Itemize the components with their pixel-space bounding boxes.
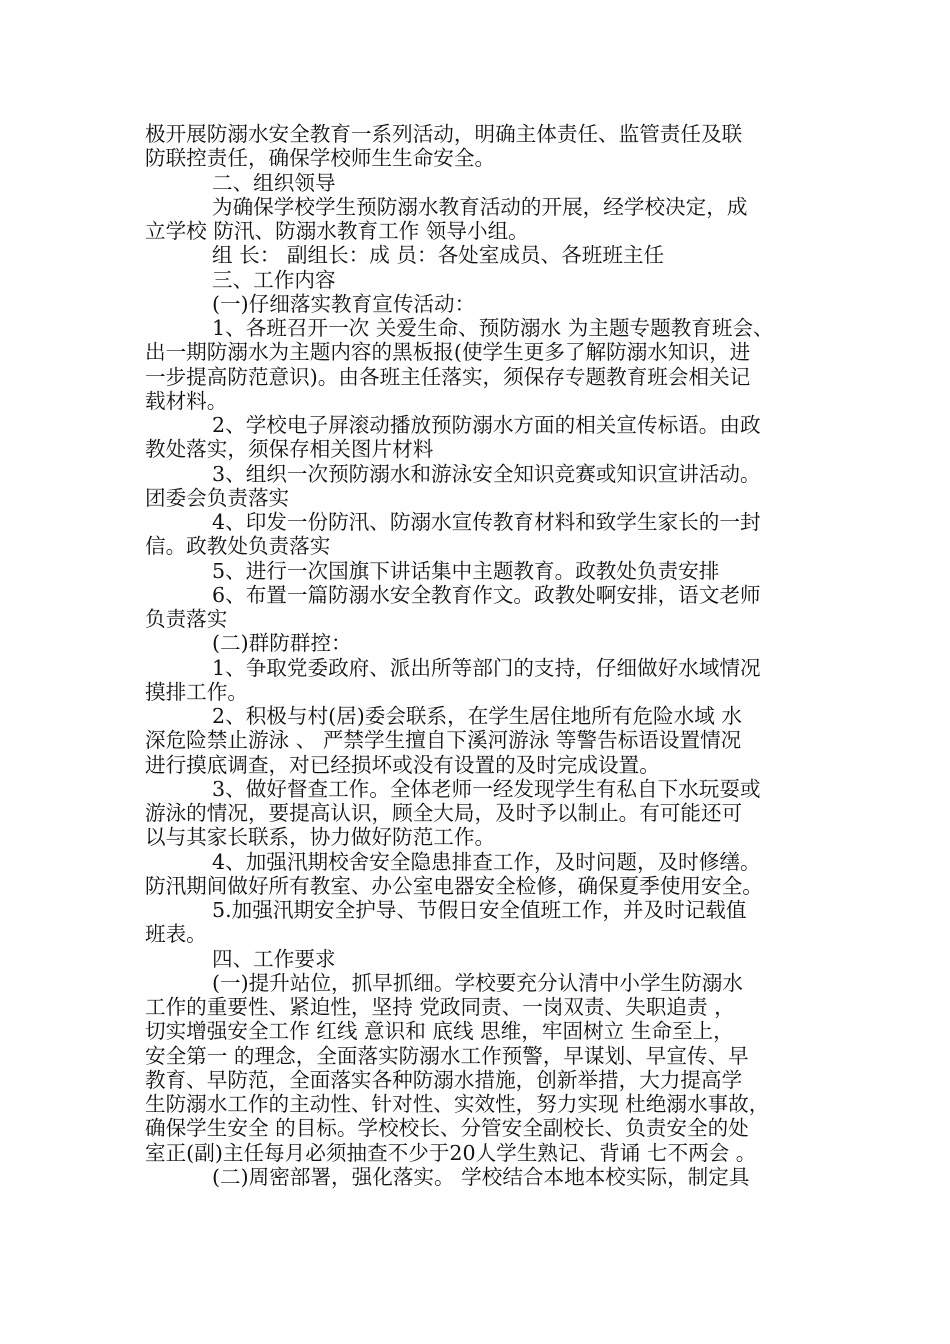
text-line: 进行摸底调查，对已经损坏或没有设置的及时完成设置。 <box>145 752 660 777</box>
text-line: 以与其家长联系，协力做好防范工作。 <box>145 825 496 850</box>
text-line: 二、组织领导 <box>212 170 336 195</box>
text-line: 1、各班召开一次 关爱生命、预防溺水 为主题专题教育班会、 <box>212 316 774 340</box>
text-line: (一)仔细落实教育宣传活动： <box>212 291 476 316</box>
text-line: 6、布置一篇防溺水安全教育作文。政教处啊安排，语文老师 <box>212 582 761 607</box>
text-line: 团委会负责落实 <box>145 485 290 510</box>
text-line: 3、做好督查工作。全体老师一经发现学生有私自下水玩耍或 <box>212 776 761 801</box>
text-line: 为确保学校学生预防溺水教育活动的开展，经学校决定，成 <box>212 194 748 219</box>
text-line: 确保学生安全 的目标。学校校长、分管安全副校长、负责安全的处 <box>145 1116 749 1141</box>
text-line: 班表。 <box>145 922 207 947</box>
text-line: 摸排工作。 <box>145 679 248 704</box>
text-line: 安全第一 的理念，全面落实防溺水工作预警，早谋划、早宣传、早 <box>145 1043 749 1068</box>
text-line: 室正(副)主任每月必须抽查不少于20人学生熟记、背诵 七不两会 。 <box>145 1140 757 1165</box>
text-line: 深危险禁止游泳 、 严禁学生擅自下溪河游泳 等警告标语设置情况 <box>145 728 742 753</box>
text-line: 出一期防溺水为主题内容的黑板报(使学生更多了解防溺水知识，进 <box>145 340 751 365</box>
text-line: 立学校 防汛、防溺水教育工作 领导小组。 <box>145 219 529 243</box>
text-line: 5、进行一次国旗下讲话集中主题教育。政教处负责安排 <box>212 558 720 583</box>
text-line: (二)群防群控： <box>212 631 352 656</box>
text-line: 载材料。 <box>145 388 228 413</box>
text-line: 游泳的情况，要提高认识，顾全大局，及时予以制止。有可能还可 <box>145 801 743 825</box>
text-line: 三、工作内容 <box>212 267 336 292</box>
text-line: 工作的重要性、紧迫性，坚持 党政同责、一岗双责、失职追责 ， <box>145 995 735 1019</box>
text-line: 5.加强汛期安全护导、节假日安全值班工作，并及时记载值 <box>212 898 747 922</box>
text-line: 极开展防溺水安全教育一系列活动，明确主体责任、监管责任及联 <box>145 122 743 146</box>
text-line: 信。政教处负责落实 <box>145 534 331 559</box>
text-line: (二)周密部署，强化落实。 学校结合本地本校实际，制定具 <box>212 1164 750 1189</box>
text-line: 教处落实，须保存相关图片材料 <box>145 437 434 462</box>
text-line: 3、组织一次预防溺水和游泳安全知识竞赛或知识宣讲活动。 <box>212 461 761 486</box>
text-line: 4、印发一份防汛、防溺水宣传教育材料和致学生家长的一封 <box>212 510 761 534</box>
text-line: 组 长： 副组长：成 员：各处室成员、各班班主任 <box>212 243 665 268</box>
text-line: 四、工作要求 <box>212 946 336 971</box>
text-line: 切实增强安全工作 红线 意识和 底线 思维，牢固树立 生命至上， <box>145 1019 734 1044</box>
text-line: 防联控责任，确保学校师生生命安全。 <box>145 146 496 171</box>
text-line: 2、学校电子屏滚动播放预防溺水方面的相关宣传标语。由政 <box>212 413 761 437</box>
document-body <box>145 122 813 1189</box>
text-line: 一步提高防范意识)。由各班主任落实，须保存专题教育班会相关记 <box>145 364 751 389</box>
text-line: 负责落实 <box>145 607 228 631</box>
text-line: 防汛期间做好所有教室、办公室电器安全检修，确保夏季使用安全。 <box>145 873 763 898</box>
text-line: 1、争取党委政府、派出所等部门的支持，仔细做好水域情况 <box>212 655 761 680</box>
text-line: 4、加强汛期校舍安全隐患排查工作，及时问题，及时修缮。 <box>212 849 761 874</box>
text-line: (一)提升站位，抓早抓细。学校要充分认清中小学生防溺水 <box>212 970 743 995</box>
text-line: 2、积极与村(居)委会联系，在学生居住地所有危险水域 水 <box>212 704 742 728</box>
text-line: 生防溺水工作的主动性、针对性、实效性，努力实现 杜绝溺水事故， <box>145 1092 770 1116</box>
text-line: 教育、早防范，全面落实各种防溺水措施，创新举措，大力提高学 <box>145 1067 743 1092</box>
